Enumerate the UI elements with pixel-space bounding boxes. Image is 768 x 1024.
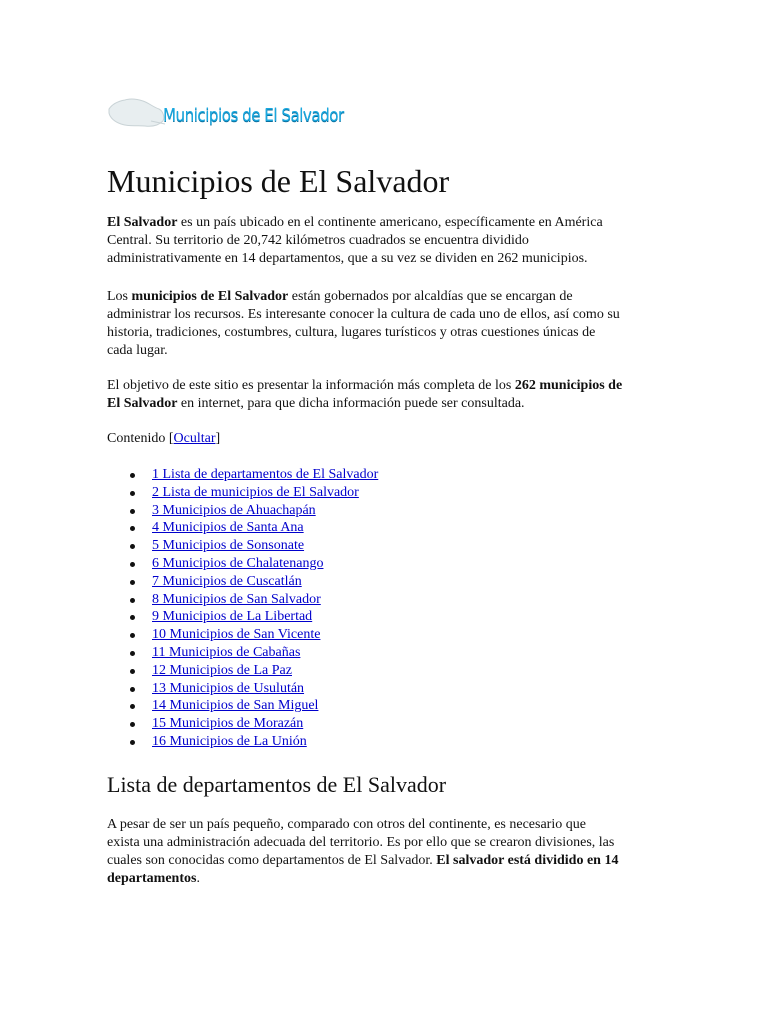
toc-link[interactable]: 2 Lista de municipios de El Salvador [152,484,359,500]
intro-paragraph: El Salvador es un país ubicado en el continente americano, específicamente en América Central. Su territorio de 20,742 kilómetros cuadrados se encuentra dividido administrativamente en 14 departamentos, que a su vez se dividen en 262 municipios. [107,215,603,266]
toc-link[interactable]: 13 Municipios de Usulután [152,680,305,696]
bullet-icon [130,669,135,674]
toc-item [128,733,378,751]
toc-link[interactable]: 15 Municipios de Morazán [152,716,304,732]
toc-item [128,537,378,555]
toc-link[interactable]: 1 Lista de departamentos de El Salvador [152,467,379,482]
section-heading-departamentos: Lista de departamentos de El Salvador [107,772,447,797]
bullet-icon [130,615,135,620]
toc-link[interactable]: 8 Municipios de San Salvador [152,591,321,607]
toc-link[interactable]: 9 Municipios de La Libertad [152,609,313,625]
toc-link[interactable]: 5 Municipios de Sonsonate [152,538,305,554]
government-paragraph: Los municipios de El Salvador están gobernados por alcaldías que se encargan de administrar los recursos. Es interesante conocer la cultura de cada uno de ellos, así como su historia, tradiciones, costumbres, cultura, lugares turísticos y otras cuestiones únicas de cada lugar. [107,289,620,358]
toc-item [128,466,378,484]
toc-link[interactable]: 10 Municipios de San Vicente [152,627,321,643]
bullet-icon [130,544,135,549]
hide-contents-link[interactable]: Ocultar [173,431,216,446]
intro-bold: El Salvador [107,215,178,230]
bullet-icon [130,580,135,585]
toc-item [128,715,378,733]
toc-item [128,484,378,502]
bullet-icon [130,526,135,531]
toc-link[interactable]: 12 Municipios de La Paz [152,662,292,678]
toc-link[interactable]: 3 Municipios de Ahuachapán [152,502,316,518]
bullet-icon [130,491,135,496]
bullet-icon [130,473,135,478]
toc-item [128,555,378,573]
bullet-icon [130,509,135,514]
toc-item [128,519,378,537]
bullet-icon [130,722,135,727]
logo-text: Municipios de El Salvador [163,105,344,126]
toc-link[interactable]: 6 Municipios de Chalatenango [152,555,324,571]
toc-link[interactable]: 7 Municipios de Cuscatlán [152,573,302,589]
table-of-contents [128,466,378,751]
departamentos-paragraph: A pesar de ser un país pequeño, comparado con otros del continente, es necesario que exista una administración adecuada del territorio. Es por ello que se crearon divisiones, las cuales son conocidas como departamentos de El Salvador. El salvador está dividido en 14 departamentos. [107,817,619,886]
bullet-icon [130,562,135,567]
toc-item [128,626,378,644]
bullet-icon [130,687,135,692]
toc-link[interactable]: 16 Municipios de La Unión [152,733,307,749]
toc-link[interactable]: 11 Municipios de Cabañas [152,644,301,660]
bullet-icon [130,598,135,603]
toc-item [128,608,378,626]
el-salvador-map-icon [107,95,167,135]
objective-paragraph: El objetivo de este sitio es presentar la información más completa de los 262 municipios de El Salvador en internet, para que dicha información puede ser consultada. [107,378,623,411]
toc-item [128,644,378,662]
toc-link[interactable]: 14 Municipios de San Miguel [152,698,319,714]
toc-item [128,697,378,715]
bullet-icon [130,633,135,638]
bullet-icon [130,651,135,656]
toc-item [128,662,378,680]
page-title: Municipios de El Salvador [107,163,450,199]
toc-link[interactable]: 4 Municipios de Santa Ana [152,520,304,536]
toc-item [128,573,378,591]
contents-label: Contenido [Ocultar] [107,431,221,446]
bullet-icon [130,704,135,709]
site-logo[interactable] [107,95,367,135]
toc-item [128,502,378,520]
bullet-icon [130,740,135,745]
toc-item [128,680,378,698]
toc-item [128,591,378,609]
